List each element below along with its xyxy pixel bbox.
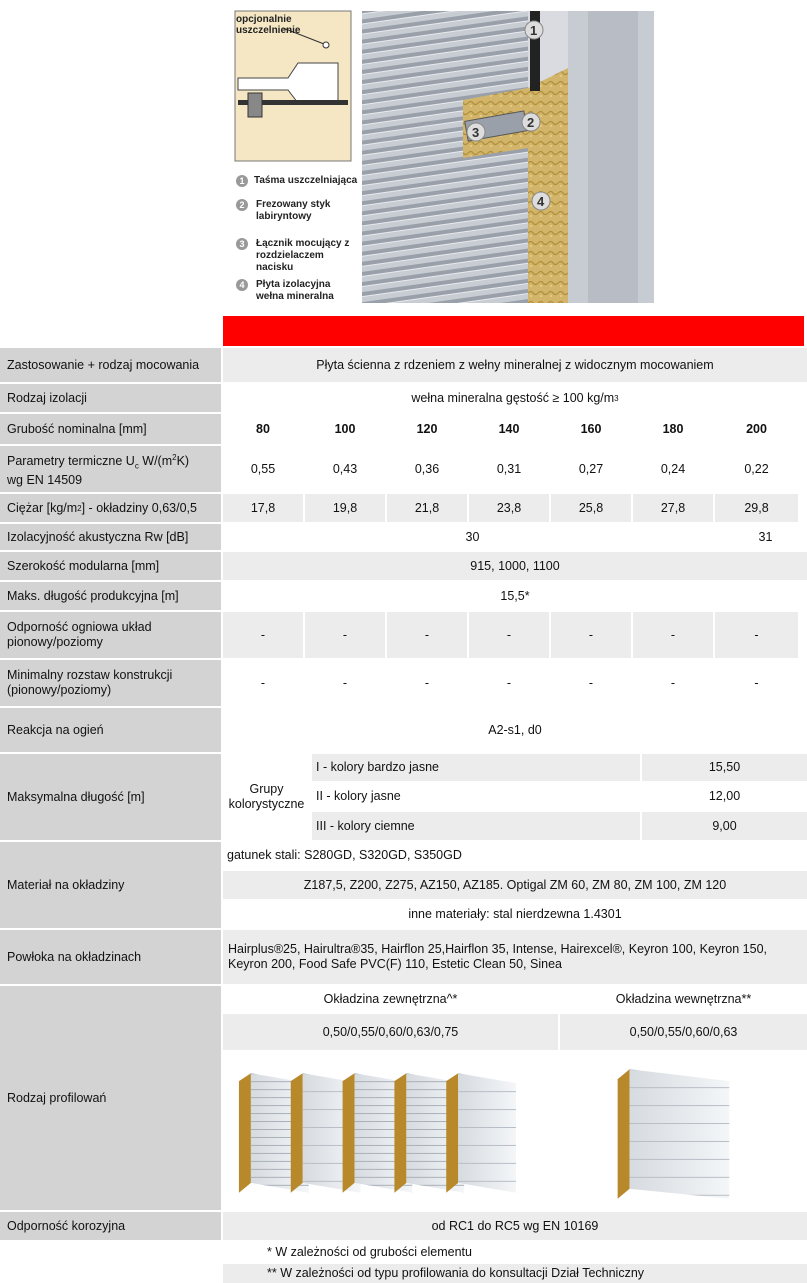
thermal-label-sup: 2 <box>172 452 177 462</box>
header-red-bar <box>223 316 804 346</box>
min-span-cell: - <box>549 658 631 706</box>
fire-resistance-cell: - <box>221 610 303 658</box>
min-span-cell: - <box>385 658 467 706</box>
thickness-cell: 140 <box>467 412 549 444</box>
max-length-group-value: 9,00 <box>640 810 807 840</box>
row-label-modular: Szerokość modularna [mm] <box>0 550 221 580</box>
thickness-cell: 160 <box>549 412 631 444</box>
max-length-group-name: II - kolory jasne <box>310 781 640 810</box>
fire-resistance-cell: - <box>713 610 798 658</box>
outer-cladding-header: Okładzina zewnętrzna^* <box>221 984 558 1012</box>
modular-value: 915, 1000, 1100 <box>221 550 807 580</box>
material-value: gatunek stali: S280GD, S320GD, S350GD <box>221 840 807 869</box>
row-label-profiles: Rodzaj profilowań <box>0 984 221 1210</box>
material-value: inne materiały: stal nierdzewna 1.4301 <box>221 899 807 928</box>
weight-cell: 23,8 <box>467 492 549 522</box>
fire-reaction-value: A2-s1, d0 <box>221 706 807 752</box>
max-length-group-value: 12,00 <box>640 781 807 810</box>
min-span-cell: - <box>467 658 549 706</box>
weight-cell: 27,8 <box>631 492 713 522</box>
thickness-cell: 100 <box>303 412 385 444</box>
callout-number: 3 <box>472 125 480 140</box>
footnote: * W zależności od grubości elementu <box>221 1240 807 1262</box>
legend-text: Taśma uszczelniająca <box>254 175 358 186</box>
callout-label: opcjonalnie uszczelnienie <box>236 14 301 36</box>
min-span-cell: - <box>303 658 385 706</box>
maxprod-value: 15,5* <box>221 580 807 610</box>
row-label-insulation: Rodzaj izolacji <box>0 382 221 412</box>
row-label-weight <box>0 492 221 522</box>
legend-item-2 <box>236 199 356 223</box>
row-label-coating: Powłoka na okładzinach <box>0 928 221 984</box>
thickness-cell: 80 <box>221 412 303 444</box>
legend-number: 2 <box>236 199 248 211</box>
corrosion-value: od RC1 do RC5 wg EN 10169 <box>221 1210 807 1240</box>
outer-cladding-thickness: 0,50/0,55/0,60/0,63/0,75 <box>221 1012 558 1050</box>
max-length-group-name: III - kolory ciemne <box>310 810 640 840</box>
row-label-application: Zastosowanie + rodzaj mocowania <box>0 346 221 382</box>
thickness-cell: 120 <box>385 412 467 444</box>
weight-cell: 29,8 <box>713 492 798 522</box>
row-label-maxprod: Maks. długość produkcyjna [m] <box>0 580 221 610</box>
max-length-group-name: I - kolory bardzo jasne <box>310 752 640 781</box>
acoustic-value-b: 31 <box>722 522 807 550</box>
thickness-cell: 180 <box>631 412 713 444</box>
thermal-label-d: wg EN 14509 <box>7 473 83 488</box>
callout-number: 2 <box>527 115 535 130</box>
thickness-cell: 200 <box>713 412 798 444</box>
row-label-thickness: Grubość nominalna [mm] <box>0 412 221 444</box>
thermal-cell: 0,43 <box>303 444 385 492</box>
weight-cell: 19,8 <box>303 492 385 522</box>
thermal-cell: 0,27 <box>549 444 631 492</box>
weight-cell: 17,8 <box>221 492 303 522</box>
callout-number: 1 <box>530 23 538 38</box>
legend-item-4 <box>236 279 356 303</box>
thermal-label-b: W/(m <box>138 453 173 468</box>
fire-resistance-cell: - <box>303 610 385 658</box>
sandwich-panels-illustration <box>223 1051 807 1211</box>
min-span-cell: - <box>713 658 798 706</box>
fire-resistance-cell: - <box>385 610 467 658</box>
insulation-sup: 3 <box>614 393 619 403</box>
min-span-cell: - <box>221 658 303 706</box>
min-span-cell: - <box>631 658 713 706</box>
legend-number: 1 <box>236 175 248 187</box>
thermal-cell: 0,22 <box>713 444 798 492</box>
legend-number: 3 <box>236 238 248 250</box>
insulation-value <box>221 382 807 412</box>
legend-text: Płyta izolacyjna wełna mineralna <box>256 279 334 302</box>
thermal-cell: 0,24 <box>631 444 713 492</box>
material-value: Z187,5, Z200, Z275, AZ150, AZ185. Optigal ZM 60, ZM 80, ZM 100, ZM 120 <box>221 869 807 899</box>
legend-item-3 <box>236 238 356 274</box>
acoustic-value-a: 30 <box>221 522 722 550</box>
row-label-max-length: Maksymalna długość [m] <box>0 752 221 840</box>
legend-text: Łącznik mocujący z rozdzielaczem nacisku <box>256 238 350 273</box>
row-label-thermal <box>0 444 221 492</box>
profiles-images <box>221 1050 807 1210</box>
color-groups-label: Grupy kolorystyczne <box>221 752 310 840</box>
application-value: Płyta ścienna z rdzeniem z wełny mineralnej z widocznym mocowaniem <box>221 346 807 382</box>
row-label-min-span: Minimalny rozstaw konstrukcji (pionowy/poziomy) <box>0 658 221 706</box>
outer-panels <box>239 1073 516 1193</box>
thermal-label-sub: c <box>134 461 139 471</box>
weight-cell: 25,8 <box>549 492 631 522</box>
callout-number: 4 <box>537 194 545 209</box>
weight-label-sup: 2 <box>77 503 82 513</box>
thermal-cell: 0,36 <box>385 444 467 492</box>
legend-text: Frezowany styk labiryntowy <box>256 199 331 222</box>
thermal-label-a: Parametry termiczne U <box>7 453 135 468</box>
thermal-cell: 0,55 <box>221 444 303 492</box>
row-label-acoustic: Izolacyjność akustyczna Rw [dB] <box>0 522 221 550</box>
fire-resistance-cell: - <box>631 610 713 658</box>
weight-cell: 21,8 <box>385 492 467 522</box>
inner-cladding-thickness: 0,50/0,55/0,60/0,63 <box>558 1012 807 1050</box>
inner-cladding-header: Okładzina wewnętrzna** <box>558 984 807 1012</box>
row-label-material: Materiał na okładziny <box>0 840 221 928</box>
fire-resistance-cell: - <box>467 610 549 658</box>
thermal-cell: 0,31 <box>467 444 549 492</box>
footnote: ** W zależności od typu profilowania do konsultacji Dział Techniczny <box>221 1262 807 1283</box>
row-label-fire-res: Odporność ogniowa układ pionowy/poziomy <box>0 610 221 658</box>
thermal-label-c: K) <box>176 453 190 468</box>
row-label-fire-reaction: Reakcja na ogień <box>0 706 221 752</box>
coating-value: Hairplus®25, Hairultra®35, Hairflon 25,Hairflon 35, Intense, Hairexcel®, Keyron 100, Keyron 150, Keyron 200, Food Safe PVC(F) 110, Estetic Clean 50, Sinea <box>221 928 807 984</box>
fire-resistance-cell: - <box>549 610 631 658</box>
max-length-group-value: 15,50 <box>640 752 807 781</box>
legend-number: 4 <box>236 279 248 291</box>
weight-label-a: Ciężar [kg/m <box>7 500 78 515</box>
inner-panel <box>618 1069 730 1199</box>
row-label-corrosion: Odporność korozyjna <box>0 1210 221 1240</box>
legend-item-1 <box>236 175 357 187</box>
weight-label-b: ] - okładziny 0,63/0,5 <box>81 500 197 515</box>
insulation-text: wełna mineralna gęstość ≥ 100 kg/m <box>411 390 615 405</box>
